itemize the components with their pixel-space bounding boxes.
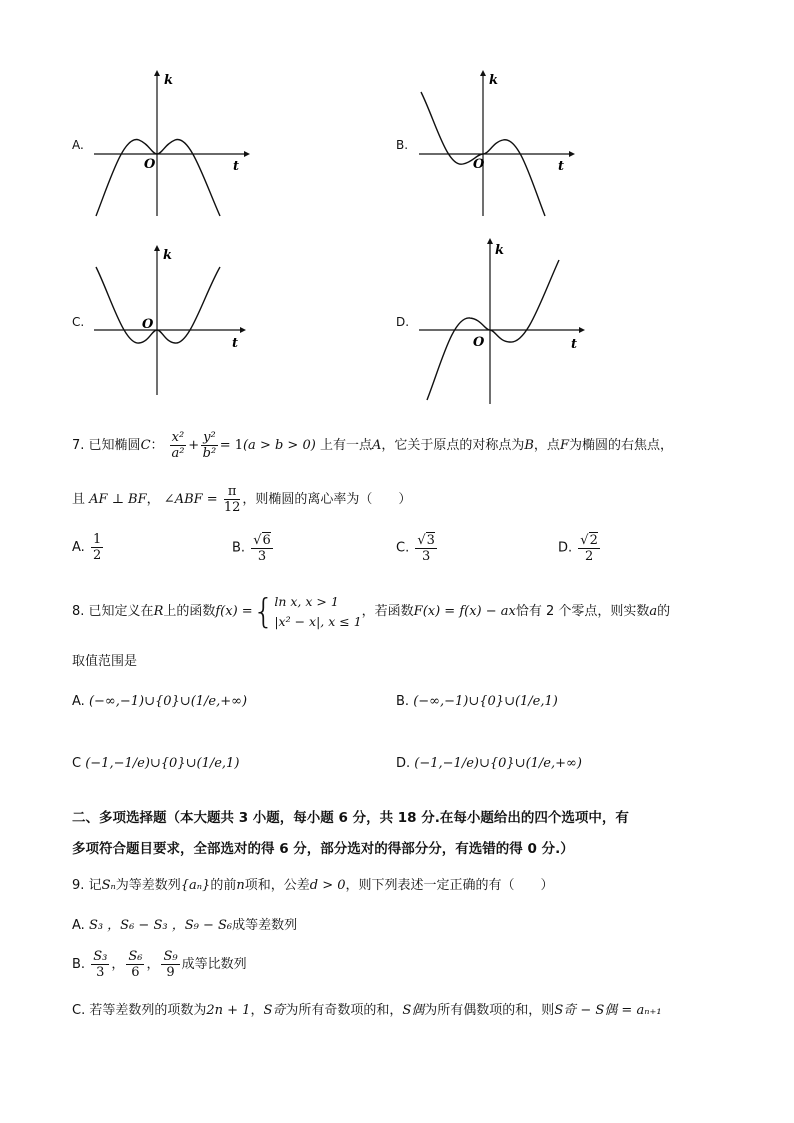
- section2-heading-line2: 多项符合题目要求，全部选对的得 6 分，部分选对的得部分分，有选错的得 0 分.）: [72, 841, 574, 857]
- q7-frac-x: $\frac{\text{x²}}{\text{a²}}$: [171, 430, 185, 461]
- q8-option-c[interactable]: C (−1,−1/e)∪{0}∪(1/e,1): [72, 756, 240, 771]
- option-b-label: B.: [396, 138, 409, 152]
- q9-stem: 9. 记Sₙ为等差数列{aₙ}的前n项和，公差d > 0，则下列表述一定正确的有（ ）: [72, 878, 554, 893]
- q7-angle-frac: $\frac{\pi}{12}$: [223, 484, 241, 515]
- svg-text:k: k: [489, 73, 499, 88]
- q9-number: 9.: [72, 878, 85, 893]
- q7-line1: 7. 已知椭圆C： $\frac{\text{x²}}{\text{a²}}$ + $\frac{\text{y²}}{\text{b²}}$ = 1(a > b > 0) 上有一点A，它关于原点的对称点为B，点F为椭圆的右焦点，: [72, 430, 673, 461]
- svg-text:t: t: [558, 159, 565, 174]
- q7-option-b[interactable]: B. $\frac{√6}{3}$: [232, 533, 271, 564]
- svg-text:t: t: [232, 336, 239, 351]
- graph-d: [415, 238, 585, 406]
- q8-number: 8.: [72, 604, 85, 619]
- graph-a-k-label: k: [164, 73, 174, 88]
- option-a-label: A.: [72, 138, 84, 152]
- q9-option-a[interactable]: A. S₃ ，S₆ − S₃ ，S₉ − S₆成等差数列: [72, 918, 298, 933]
- q7-number: 7.: [72, 438, 85, 453]
- q8-line1: 8. 已知定义在R上的函数f(x) ={ ln x, x > 1 |x² − x|, x ≤ 1 ，若函数F(x) = f(x) − ax恰有 2 个零点，则实数a的: [72, 591, 671, 632]
- graph-c: [90, 245, 250, 397]
- q7-option-c[interactable]: C. $\frac{√3}{3}$: [396, 533, 435, 564]
- svg-text:k: k: [495, 243, 505, 258]
- graph-a: [90, 70, 250, 220]
- option-c-label: C.: [72, 315, 85, 329]
- graph-c-curve: [96, 267, 220, 343]
- q7-frac-y: $\frac{\text{y²}}{\text{b²}}$: [202, 430, 217, 461]
- svg-text:t: t: [571, 337, 578, 352]
- q7-option-d[interactable]: D. $\frac{√2}{2}$: [558, 533, 598, 564]
- svg-text:O: O: [473, 335, 485, 350]
- graph-b: [415, 70, 575, 220]
- q8-option-a[interactable]: A. (−∞,−1)∪{0}∪(1/e,+∞): [72, 694, 248, 709]
- q8-option-d[interactable]: D. (−1,−1/e)∪{0}∪(1/e,+∞): [396, 756, 582, 771]
- graph-a-curve: [96, 139, 220, 216]
- q8-option-b[interactable]: B. (−∞,−1)∪{0}∪(1/e,1): [396, 694, 558, 709]
- svg-text:k: k: [163, 248, 173, 263]
- section2-heading-line1: 二、多项选择题（本大题共 3 小题，每小题 6 分，共 18 分.在每小题给出的四个选项中，有: [72, 810, 629, 826]
- q7-perp: AF ⊥ BF: [89, 492, 147, 507]
- graph-a-t-label: t: [233, 159, 240, 174]
- q9-option-b[interactable]: B. $\frac{\text{S₃}}{3}$ ， $\frac{\text{S₆}}{6}$ ， $\frac{\text{S₉}}{9}$ 成等比数列: [72, 949, 247, 980]
- q7-line2: 且 AF ⊥ BF， ∠ABF = $\frac{\pi}{12}$ ，则椭圆的离心率为（ ）: [72, 484, 412, 515]
- graph-a-origin: O: [144, 157, 156, 172]
- option-d-label: D.: [396, 315, 410, 329]
- q8-line2: 取值范围是: [72, 654, 138, 669]
- q9-option-c[interactable]: C. 若等差数列的项数为2n + 1，S奇为所有奇数项的和，S偶为所有偶数项的和，则S奇 − S偶 = aₙ₊₁: [72, 1003, 662, 1018]
- svg-text:O: O: [473, 157, 485, 172]
- q8-piecewise: ln x, x > 1 |x² − x|, x ≤ 1: [274, 593, 362, 629]
- q7-option-a[interactable]: A. $\frac{1}{2}$: [72, 532, 102, 563]
- svg-text:O: O: [142, 317, 154, 332]
